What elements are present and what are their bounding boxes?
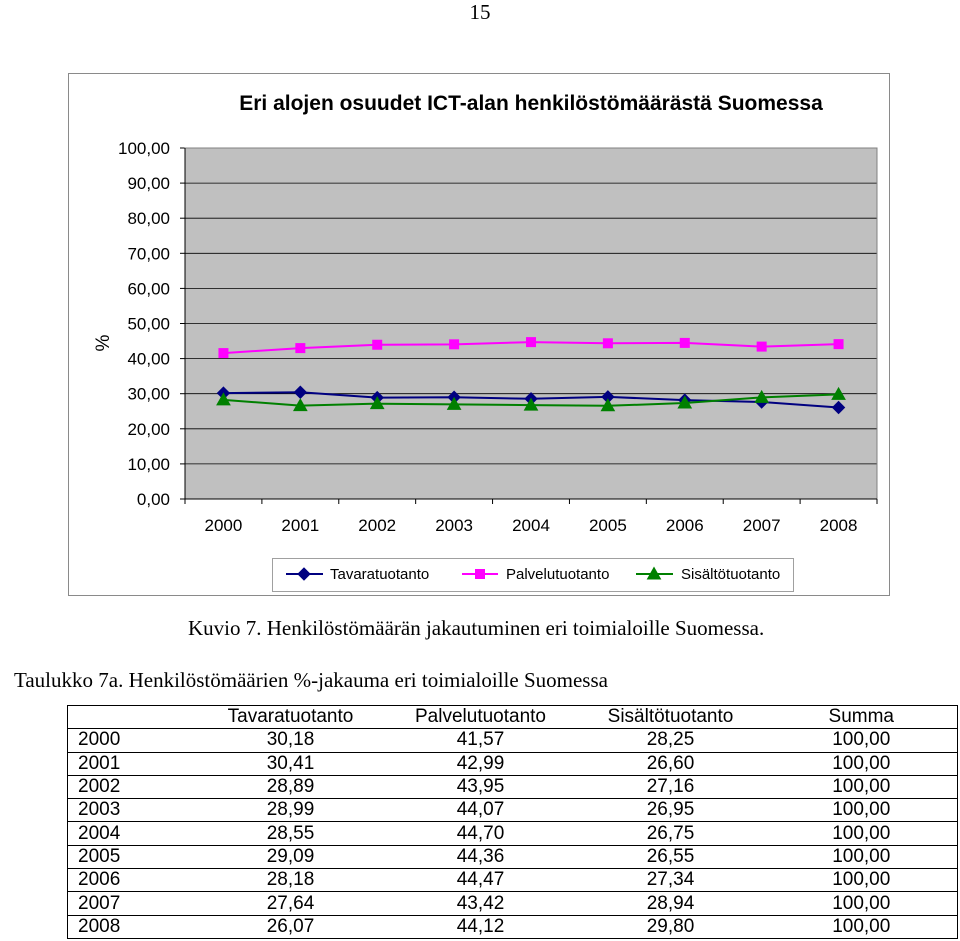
series-palvelutuotanto-marker: [296, 344, 305, 353]
series-palvelutuotanto-marker: [450, 340, 459, 349]
table-row: [68, 799, 958, 822]
series-palvelutuotanto-marker: [527, 338, 536, 347]
table-cell-value: 27,34: [576, 869, 766, 892]
table-cell-value: 27,16: [576, 775, 766, 798]
table-cell-value: 29,09: [196, 845, 386, 868]
legend-item-tavaratuotanto-label: Tavaratuotanto: [330, 566, 430, 583]
table-cell-value: 26,75: [576, 822, 766, 845]
y-tick-label: 70,00: [127, 244, 170, 264]
legend-item-palvelutuotanto-marker: [476, 570, 485, 579]
table-cell-value: 100,00: [766, 799, 958, 822]
y-tick-label: 100,00: [118, 139, 170, 158]
table-row: [68, 822, 958, 845]
table-cell-year: 2000: [68, 729, 196, 752]
y-tick-label: 30,00: [127, 384, 170, 404]
table-row: [68, 869, 958, 892]
x-tick-label: 2008: [819, 516, 858, 535]
table-cell-value: 26,60: [576, 752, 766, 775]
y-tick-label: 40,00: [127, 349, 170, 369]
x-tick-label: 2005: [588, 516, 627, 535]
table-cell-value: 28,18: [196, 869, 386, 892]
series-palvelutuotanto-marker: [834, 340, 843, 349]
y-tick-label: 90,00: [127, 174, 170, 194]
table-cell-value: 44,07: [386, 799, 576, 822]
line-chart: [68, 73, 890, 596]
table-cell-value: 100,00: [766, 775, 958, 798]
table-cell-value: 41,57: [386, 729, 576, 752]
x-tick-label: 2000: [204, 516, 243, 535]
x-tick-label: 2004: [512, 516, 550, 535]
page-number: 15: [469, 0, 491, 24]
y-tick-label: 10,00: [127, 454, 170, 474]
table-cell-value: 44,70: [386, 822, 576, 845]
table-cell-value: 100,00: [766, 915, 958, 938]
table-header-summa: Summa: [766, 706, 958, 729]
chart-title: Eri alojen osuudet ICT-alan henkilöstömäärästä Suomessa: [239, 92, 823, 115]
table-row: [68, 752, 958, 775]
table-cell-year: 2006: [68, 869, 196, 892]
table-cell-year: 2005: [68, 845, 196, 868]
table-row: [68, 915, 958, 938]
table-body: [68, 729, 958, 939]
table-cell-value: 100,00: [766, 729, 958, 752]
table-row: [68, 729, 958, 752]
series-palvelutuotanto-marker: [373, 340, 382, 349]
table-cell-value: 26,95: [576, 799, 766, 822]
series-palvelutuotanto-marker: [757, 342, 766, 351]
table-cell-year: 2004: [68, 822, 196, 845]
table-cell-value: 100,00: [766, 845, 958, 868]
table-cell-value: 44,12: [386, 915, 576, 938]
legend-item-palvelutuotanto-label: Palvelutuotanto: [506, 566, 610, 583]
series-palvelutuotanto-marker: [603, 339, 612, 348]
table-row: [68, 775, 958, 798]
table-cell-value: 28,25: [576, 729, 766, 752]
series-palvelutuotanto-marker: [680, 338, 689, 347]
table-cell-year: 2002: [68, 775, 196, 798]
x-tick-label: 2003: [435, 516, 474, 535]
figure-caption: Kuvio 7. Henkilöstömäärän jakautuminen eri toimialoille Suomessa.: [188, 616, 765, 640]
table-cell-value: 44,36: [386, 845, 576, 868]
table-cell-value: 100,00: [766, 752, 958, 775]
table-cell-value: 28,89: [196, 775, 386, 798]
table-cell-value: 30,18: [196, 729, 386, 752]
table-cell-value: 42,99: [386, 752, 576, 775]
table-cell-year: 2001: [68, 752, 196, 775]
table-row: [68, 845, 958, 868]
y-tick-label: 0,00: [136, 490, 170, 509]
x-tick-label: 2006: [665, 516, 704, 535]
x-tick-label: 2007: [742, 516, 781, 535]
table-cell-value: 28,99: [196, 799, 386, 822]
table-cell-value: 28,55: [196, 822, 386, 845]
table-header-blank: [68, 706, 196, 729]
x-tick-label: 2002: [358, 516, 397, 535]
table-cell-year: 2003: [68, 799, 196, 822]
y-axis-label: %: [93, 334, 114, 352]
table-cell-value: 28,94: [576, 892, 766, 915]
table-cell-value: 44,47: [386, 869, 576, 892]
table-cell-value: 100,00: [766, 822, 958, 845]
y-tick-label: 80,00: [127, 209, 170, 229]
table-cell-value: 30,41: [196, 752, 386, 775]
table-cell-value: 29,80: [576, 915, 766, 938]
table-cell-year: 2007: [68, 892, 196, 915]
table-cell-value: 26,55: [576, 845, 766, 868]
table-cell-year: 2008: [68, 915, 196, 938]
y-tick-label: 60,00: [127, 279, 170, 299]
table-cell-value: 26,07: [196, 915, 386, 938]
table-header-palvelutuotanto: Palvelutuotanto: [386, 706, 576, 729]
x-tick-label: 2001: [281, 516, 320, 535]
data-table: [67, 705, 958, 939]
table-caption: Taulukko 7a. Henkilöstömäärien %-jakauma eri toimialoille Suomessa: [14, 668, 608, 692]
table-header-tavaratuotanto: Tavaratuotanto: [196, 706, 386, 729]
table-header-row: [68, 706, 958, 729]
y-tick-label: 20,00: [127, 419, 170, 439]
legend: [273, 559, 794, 592]
series-palvelutuotanto-marker: [219, 349, 228, 358]
table-header-sisaltotuotanto: Sisältötuotanto: [576, 706, 766, 729]
table-cell-value: 100,00: [766, 892, 958, 915]
table-row: [68, 892, 958, 915]
legend-item-sisaltotuotanto-label: Sisältötuotanto: [681, 566, 781, 583]
table-cell-value: 27,64: [196, 892, 386, 915]
table-cell-value: 43,95: [386, 775, 576, 798]
table-cell-value: 43,42: [386, 892, 576, 915]
table-cell-value: 100,00: [766, 869, 958, 892]
y-tick-label: 50,00: [127, 314, 170, 334]
